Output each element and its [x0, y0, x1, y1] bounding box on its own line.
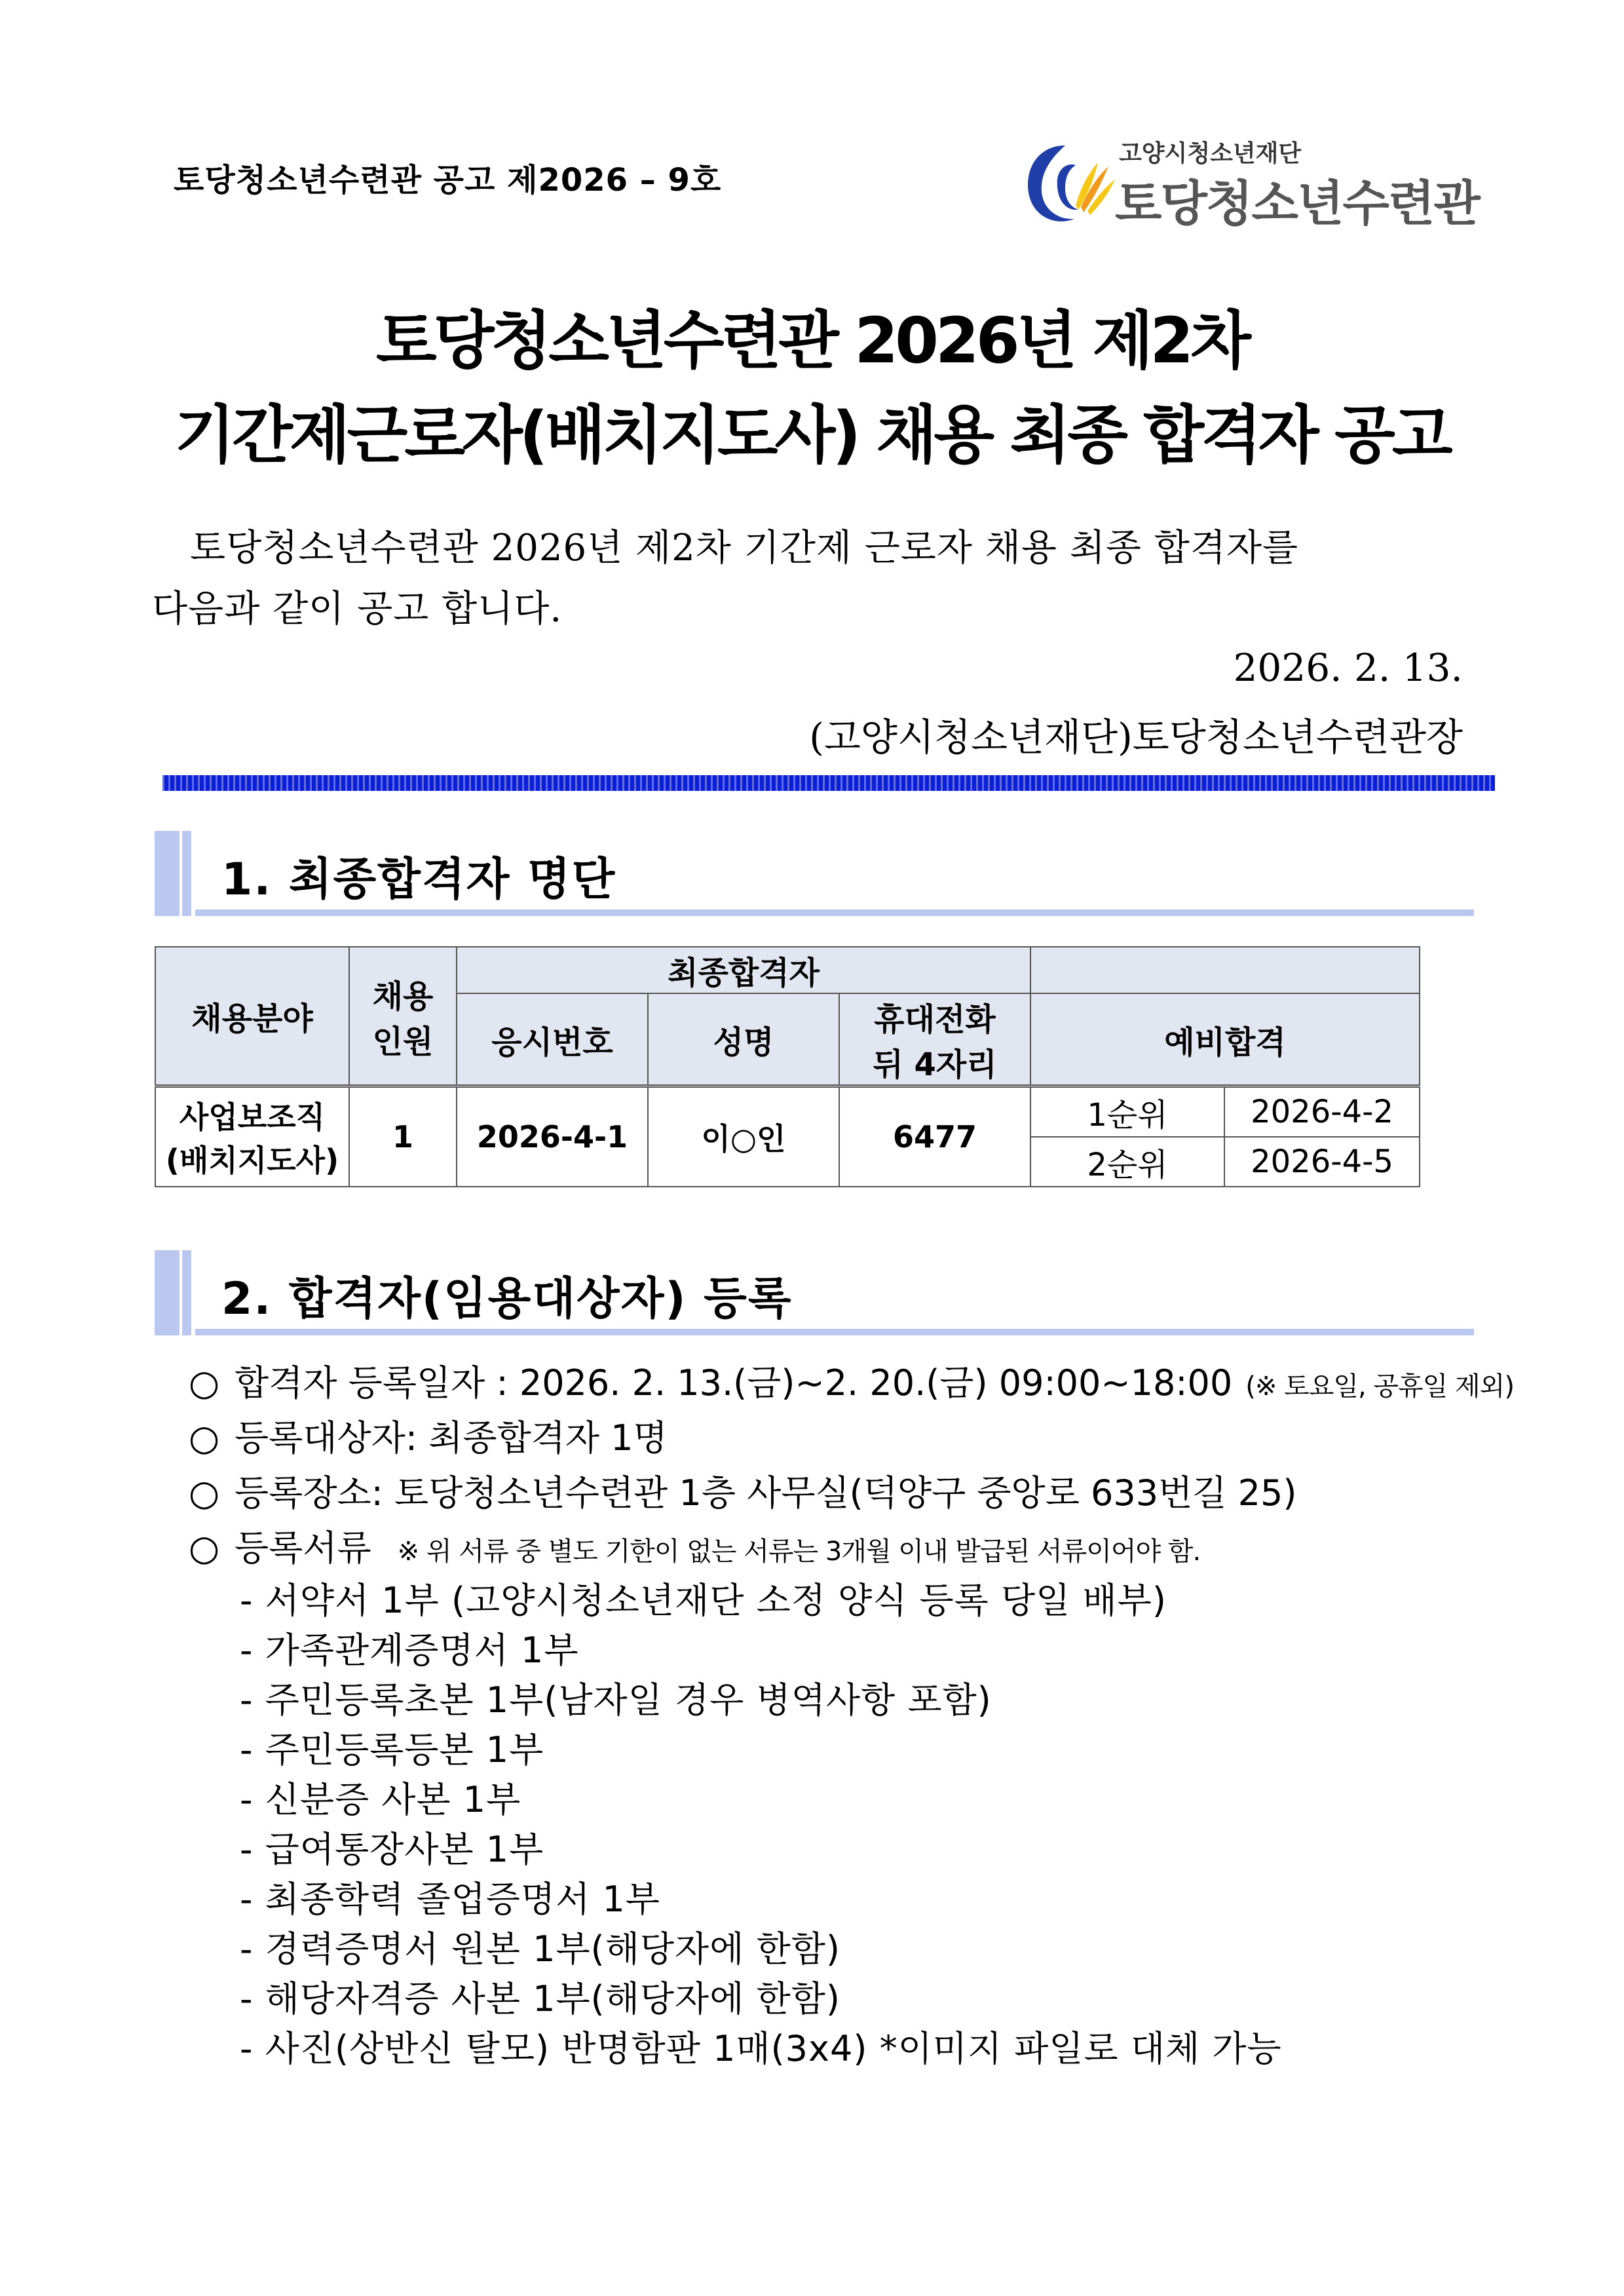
cell-count: 1 [349, 1086, 457, 1187]
header-final-group: 최종합격자 [457, 947, 1030, 993]
section-accent-bar-thin [182, 831, 191, 916]
cell-phone: 6477 [839, 1086, 1030, 1187]
list-item [189, 1520, 1200, 1571]
document-item: - 신분증 사본 1부 [240, 1779, 521, 1820]
header-phone [839, 993, 1030, 1086]
list-item [189, 1465, 1296, 1516]
section-header-1 [155, 831, 1465, 916]
section-title-1: 1. 최종합격자 명단 [221, 854, 616, 906]
header-count [349, 947, 457, 1086]
registration-target: 등록대상자: 최종합격자 1명 [235, 1417, 668, 1459]
notice-number: 토당청소년수련관 공고 제2026 – 9호 [174, 162, 722, 199]
document-item: - 주민등록등본 1부 [240, 1729, 544, 1770]
header-empty-cell [1030, 947, 1420, 993]
logo-name-text: 토당청소년수련관 [1115, 176, 1479, 232]
intro-text-line-1: 토당청소년수련관 2026년 제2차 기간제 근로자 채용 최종 합격자를 [190, 527, 1299, 569]
header-count-line-2: 인원 [372, 1023, 434, 1060]
header-phone-line-1: 휴대전화 [874, 1001, 996, 1038]
header-exam-number: 응시번호 [457, 993, 648, 1086]
document-item: - 최종학력 졸업증명서 1부 [240, 1879, 660, 1920]
section-accent-bar-thin [182, 1250, 191, 1335]
bullet-circle-icon: ○ [189, 1362, 220, 1404]
divider-bar [162, 775, 1495, 791]
cell-field [155, 1086, 349, 1187]
cell-reserve-rank-2: 2순위 [1030, 1137, 1224, 1187]
registration-documents-note: ※ 위 서류 중 별도 기한이 없는 서류는 3개월 이내 발급된 서류이어야 함. [397, 1537, 1201, 1567]
registration-place: 등록장소: 토당청소년수련관 1층 사무실(덕양구 중앙로 633번길 25) [235, 1472, 1297, 1514]
section-accent-bar [155, 831, 179, 916]
section-underline [195, 909, 1474, 916]
section-title-2: 2. 합격자(임용대상자) 등록 [221, 1273, 793, 1325]
bullet-circle-icon: ○ [189, 1472, 220, 1514]
bullet-circle-icon: ○ [189, 1417, 220, 1459]
cell-name: 이○인 [648, 1086, 839, 1187]
document-title-line-1: 토당청소년수련관 2026년 제2차 [376, 304, 1248, 377]
table-row [155, 1086, 1420, 1138]
header-count-line-1: 채용 [372, 978, 434, 1015]
document-item: - 급여통장사본 1부 [240, 1829, 544, 1870]
cell-exam-number: 2026-4-1 [457, 1086, 648, 1187]
cell-reserve-rank-1: 1순위 [1030, 1086, 1224, 1138]
cell-field-line-2: (배치지도사) [165, 1143, 339, 1178]
header-field: 채용분야 [155, 947, 349, 1086]
cell-reserve-number-2: 2026-4-5 [1224, 1137, 1420, 1187]
organization-logo [1019, 131, 1479, 236]
list-item [189, 1355, 1514, 1406]
section-accent-bar [155, 1250, 179, 1335]
logo-foundation-text: 고양시청소년재단 [1119, 140, 1302, 167]
header-reserve: 예비합격 [1030, 993, 1420, 1086]
registration-period-note: (※ 토요일, 공휴일 제외) [1245, 1371, 1514, 1402]
document-item: - 주민등록초본 1부(남자일 경우 병역사항 포함) [240, 1679, 992, 1721]
intro-text-line-2: 다음과 같이 공고 합니다. [152, 588, 563, 630]
document-item: - 경력증명서 원본 1부(해당자에 한함) [240, 1928, 840, 1970]
section-header-2 [155, 1250, 1465, 1335]
list-item [189, 1410, 668, 1461]
notice-date: 2026. 2. 13. [1233, 645, 1463, 690]
cell-field-line-1: 사업보조직 [179, 1100, 326, 1135]
notice-issuer: (고양시청소년재단)토당청소년수련관장 [809, 715, 1463, 759]
document-title-line-2: 기간제근로자(배치지도사) 채용 최종 합격자 공고 [174, 398, 1450, 472]
document-item: - 서약서 1부 (고양시청소년재단 소정 양식 등록 당일 배부) [240, 1580, 1167, 1621]
header-phone-line-2: 뒤 4자리 [873, 1046, 997, 1083]
section-underline [195, 1329, 1474, 1335]
final-candidates-table [155, 946, 1420, 1187]
cell-reserve-number-1: 2026-4-2 [1224, 1086, 1420, 1138]
logo-emblem-icon [1019, 134, 1118, 232]
document-item: - 사진(상반신 탈모) 반명함판 1매(3x4) *이미지 파일로 대체 가능 [240, 2028, 1282, 2069]
document-item: - 해당자격증 사본 1부(해당자에 한함) [240, 1978, 840, 2019]
header-name: 성명 [648, 993, 839, 1086]
registration-period: 합격자 등록일자 : 2026. 2. 13.(금)~2. 20.(금) 09:00~18:00 [235, 1362, 1233, 1404]
bullet-circle-icon: ○ [189, 1527, 220, 1569]
document-item: - 가족관계증명서 1부 [240, 1630, 579, 1671]
registration-documents-label: 등록서류 [235, 1527, 371, 1569]
